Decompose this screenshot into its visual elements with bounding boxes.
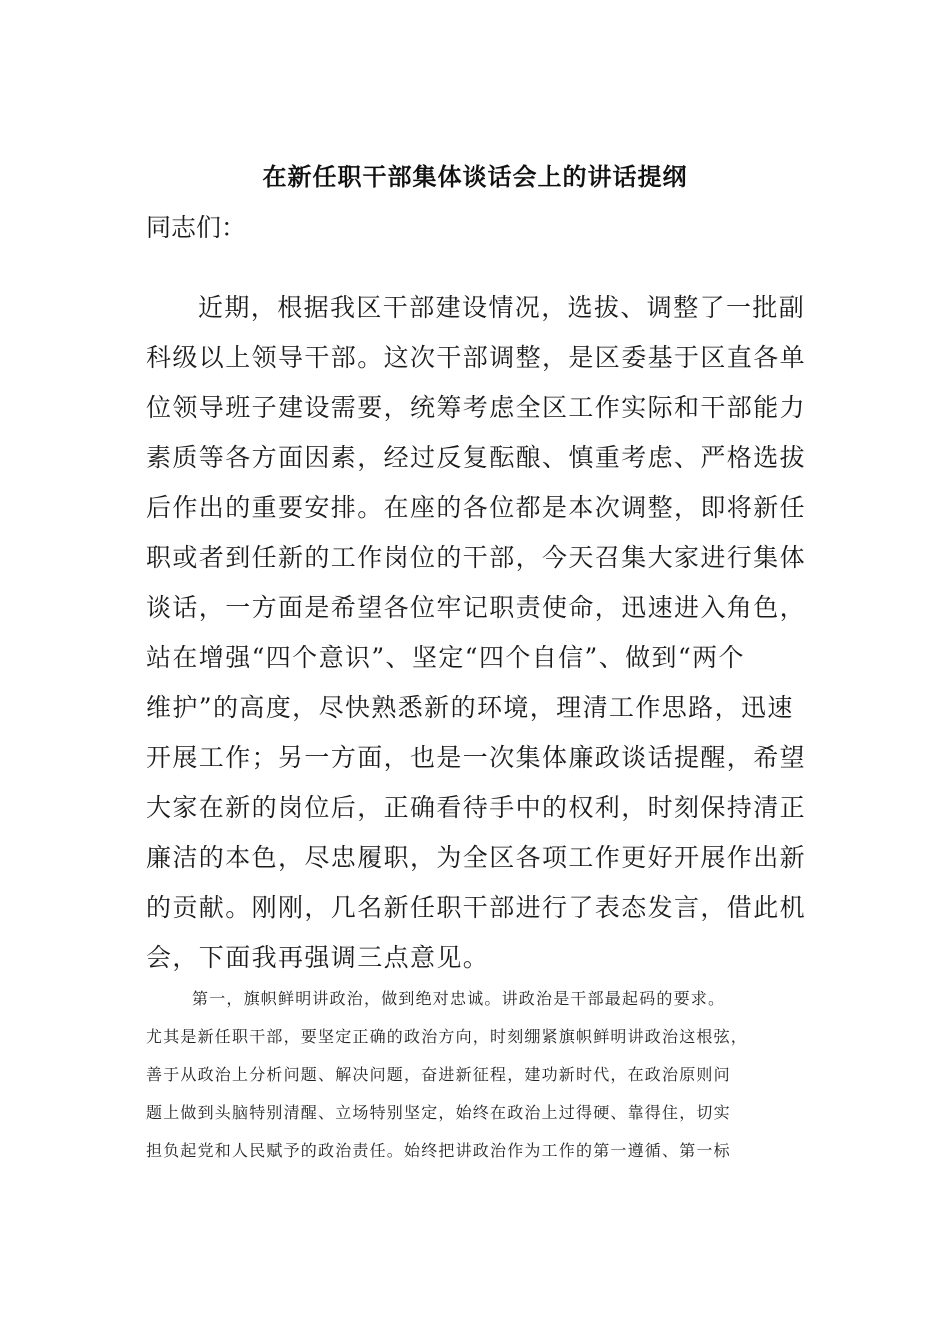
paragraph-line: 位领导班子建设需要，统筹考虑全区工作实际和干部能力	[146, 393, 807, 422]
paragraph-line: 第一，旗帜鲜明讲政治，做到绝对忠诚。讲政治是干部最起码的要求。	[192, 989, 726, 1008]
paragraph-line: 会，下面我再强调三点意见。	[146, 943, 490, 972]
paragraph-line: 谈话，一方面是希望各位牢记职责使命，迅速进入角色，	[146, 593, 807, 622]
paragraph-line: 廉洁的本色，尽忠履职，为全区各项工作更好开展作出新	[146, 843, 807, 872]
paragraph-line: 站在增强“四个意识”、坚定“四个自信”、做到“两个	[146, 643, 745, 672]
paragraph-line: 开展工作；另一方面，也是一次集体廉政谈话提醒，希望	[146, 743, 807, 772]
point-one-paragraph	[146, 980, 826, 1170]
document-title: 在新任职干部集体谈话会上的讲话提纲	[262, 162, 688, 191]
paragraph-line: 科级以上领导干部。这次干部调整，是区委基于区直各单	[146, 343, 807, 372]
salutation: 同志们：	[146, 213, 247, 242]
paragraph-line: 善于从政治上分析问题、解决问题，奋进新征程，建功新时代，在政治原则问	[146, 1065, 731, 1084]
paragraph-line: 素质等各方面因素，经过反复酝酿、慎重考虑、严格选拔	[146, 443, 807, 472]
paragraph-line: 尤其是新任职干部，要坚定正确的政治方向，时刻绷紧旗帜鲜明讲政治这根弦，	[146, 1027, 749, 1046]
paragraph-line: 后作出的重要安排。在座的各位都是本次调整，即将新任	[146, 493, 807, 522]
paragraph-line: 职或者到任新的工作岗位的干部，今天召集大家进行集体	[146, 543, 807, 572]
intro-paragraph	[146, 283, 826, 983]
paragraph-line: 的贡献。刚刚，几名新任职干部进行了表态发言，借此机	[146, 893, 807, 922]
paragraph-line: 大家在新的岗位后，正确看待手中的权利，时刻保持清正	[146, 793, 807, 822]
paragraph-line: 担负起党和人民赋予的政治责任。始终把讲政治作为工作的第一遵循、第一标	[146, 1141, 731, 1160]
paragraph-line: 题上做到头脑特别清醒、立场特别坚定，始终在政治上过得硬、靠得住，切实	[146, 1103, 731, 1122]
paragraph-line: 近期，根据我区干部建设情况，选拔、调整了一批副	[198, 293, 806, 322]
paragraph-line: 维护”的高度，尽快熟悉新的环境，理清工作思路，迅速	[146, 693, 794, 722]
